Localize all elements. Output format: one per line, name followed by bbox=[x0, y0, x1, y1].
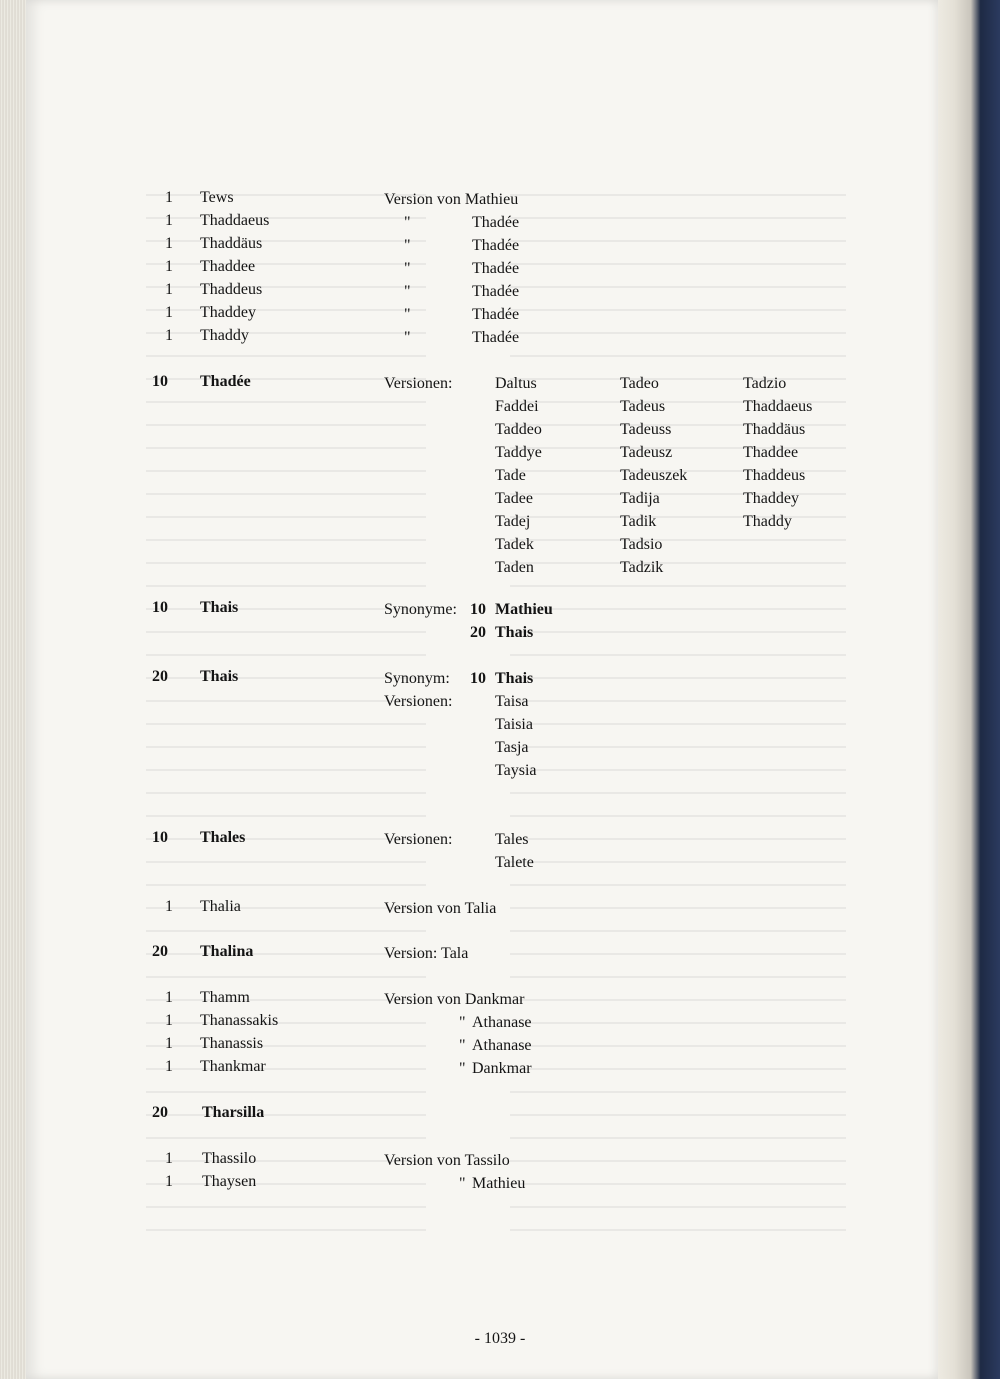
entry-number: 1 bbox=[165, 212, 173, 229]
page-number: - 1039 - bbox=[474, 1330, 526, 1347]
version-item: Taden bbox=[495, 559, 534, 576]
synonym-label: Synonym: bbox=[384, 670, 450, 687]
entry-number: 1 bbox=[165, 1012, 173, 1029]
entry-name: Thadée bbox=[200, 373, 251, 390]
entry-name: Thaddaeus bbox=[200, 212, 270, 229]
entry-reference: Thadée bbox=[472, 306, 520, 323]
version-item: Tadeo bbox=[620, 375, 659, 392]
entry-name: Thais bbox=[200, 599, 239, 616]
entry-number: 10 bbox=[152, 599, 168, 616]
entry-number: 1 bbox=[165, 1150, 173, 1167]
entry-reference: Thadée bbox=[472, 237, 520, 254]
version-item: Tasja bbox=[495, 739, 529, 756]
entry-name: Thamm bbox=[200, 989, 250, 1006]
entry-number: 10 bbox=[152, 373, 168, 390]
ditto-mark: " bbox=[459, 1060, 466, 1077]
ditto-mark: " bbox=[404, 283, 411, 300]
entry-number: 10 bbox=[152, 829, 168, 846]
synonym-name: Thais bbox=[495, 624, 534, 641]
version-item: Tadeus bbox=[620, 398, 666, 415]
synonym-name: Mathieu bbox=[495, 601, 553, 618]
version-item: Tadija bbox=[620, 490, 660, 507]
ditto-mark: " bbox=[404, 329, 411, 346]
entry-number: 1 bbox=[165, 1058, 173, 1075]
entry-name: Thaddeus bbox=[200, 281, 263, 298]
entry-name: Thanassis bbox=[200, 1035, 264, 1052]
entry-number: 1 bbox=[165, 1035, 173, 1052]
version-item: Thaddy bbox=[743, 513, 792, 530]
entry-number: 1 bbox=[165, 235, 173, 252]
entry-number: 20 bbox=[152, 1104, 168, 1121]
entry-name: Thalia bbox=[200, 898, 241, 915]
entry-number: 1 bbox=[165, 189, 173, 206]
entry-name: Thales bbox=[200, 829, 246, 846]
version-item: Tadeusz bbox=[620, 444, 673, 461]
entry-name: Thaysen bbox=[202, 1173, 257, 1190]
version-item: Taisa bbox=[495, 693, 529, 710]
version-item: Thaddee bbox=[743, 444, 799, 461]
ditto-mark: " bbox=[459, 1014, 466, 1031]
versions-label: Versionen: bbox=[384, 375, 453, 392]
entry-name: Tharsilla bbox=[202, 1104, 265, 1121]
version-item: Tadek bbox=[495, 536, 534, 553]
entry-name: Thaddy bbox=[200, 327, 249, 344]
entry-name: Tews bbox=[200, 189, 234, 206]
version-item: Thaddeus bbox=[743, 467, 806, 484]
ditto-mark: " bbox=[404, 237, 411, 254]
entry-number: 20 bbox=[152, 943, 168, 960]
entry-reference: Athanase bbox=[472, 1037, 532, 1054]
entry-reference: Mathieu bbox=[472, 1175, 526, 1192]
version-item: Tadik bbox=[620, 513, 657, 530]
synonym-number: 10 bbox=[470, 601, 486, 618]
entry-number: 1 bbox=[165, 281, 173, 298]
version-item: Tadzik bbox=[620, 559, 664, 576]
version-item: Daltus bbox=[495, 375, 537, 392]
version-item: Tadsio bbox=[620, 536, 663, 553]
ditto-mark: " bbox=[459, 1037, 466, 1054]
entry-number: 1 bbox=[165, 327, 173, 344]
version-item: Thaddaeus bbox=[743, 398, 813, 415]
ditto-mark: " bbox=[404, 306, 411, 323]
book-cover-edge bbox=[935, 0, 1000, 1379]
entry-name: Thaddey bbox=[200, 304, 256, 321]
entry-reference: Thadée bbox=[472, 329, 520, 346]
entry-number: 1 bbox=[165, 989, 173, 1006]
version-item: Tadeuss bbox=[620, 421, 672, 438]
synonyms-label: Synonyme: bbox=[384, 601, 457, 618]
versions-label: Versionen: bbox=[384, 831, 453, 848]
entry-number: 1 bbox=[165, 258, 173, 275]
synonym-number: 10 bbox=[470, 670, 486, 687]
entry-name: Thassilo bbox=[202, 1150, 257, 1167]
entry-name: Thaddäus bbox=[200, 235, 263, 252]
entry-number: 20 bbox=[152, 668, 168, 685]
version-item: Thaddäus bbox=[743, 421, 806, 438]
ditto-mark: " bbox=[404, 260, 411, 277]
ditto-mark: " bbox=[459, 1175, 466, 1192]
version-item: Tadeuszek bbox=[620, 467, 688, 484]
entry-reference: Thadée bbox=[472, 214, 520, 231]
entry-name: Thaddee bbox=[200, 258, 256, 275]
entry-name: Thankmar bbox=[200, 1058, 266, 1075]
synonym-number: 20 bbox=[470, 624, 486, 641]
version-item: Tadej bbox=[495, 513, 531, 530]
version-item: Thaddey bbox=[743, 490, 799, 507]
version-item: Taddeo bbox=[495, 421, 542, 438]
entry-info: Version von Dankmar bbox=[384, 991, 525, 1008]
entry-info: Version: Tala bbox=[384, 945, 469, 962]
entry-name: Thais bbox=[200, 668, 239, 685]
entry-number: 1 bbox=[165, 304, 173, 321]
version-item: Tadee bbox=[495, 490, 533, 507]
version-item: Talete bbox=[495, 854, 534, 871]
version-item: Faddei bbox=[495, 398, 539, 415]
entry-number: 1 bbox=[165, 898, 173, 915]
version-item: Tadzio bbox=[743, 375, 787, 392]
version-item: Taysia bbox=[495, 762, 537, 779]
entry-info: Version von Tassilo bbox=[384, 1152, 510, 1169]
entry-reference: Thadée bbox=[472, 260, 520, 277]
ditto-mark: " bbox=[404, 214, 411, 231]
versions-label: Versionen: bbox=[384, 693, 453, 710]
entry-name: Thanassakis bbox=[200, 1012, 279, 1029]
entry-info: Version von Talia bbox=[384, 900, 497, 917]
version-item: Taddye bbox=[495, 444, 542, 461]
entry-reference: Athanase bbox=[472, 1014, 532, 1031]
entry-name: Thalina bbox=[200, 943, 254, 960]
version-item: Taisia bbox=[495, 716, 533, 733]
version-item: Tade bbox=[495, 467, 526, 484]
synonym-name: Thais bbox=[495, 670, 534, 687]
entry-reference: Dankmar bbox=[472, 1060, 532, 1077]
version-item: Tales bbox=[495, 831, 529, 848]
entry-reference: Thadée bbox=[472, 283, 520, 300]
entry-number: 1 bbox=[165, 1173, 173, 1190]
entry-info: Version von Mathieu bbox=[384, 191, 519, 208]
